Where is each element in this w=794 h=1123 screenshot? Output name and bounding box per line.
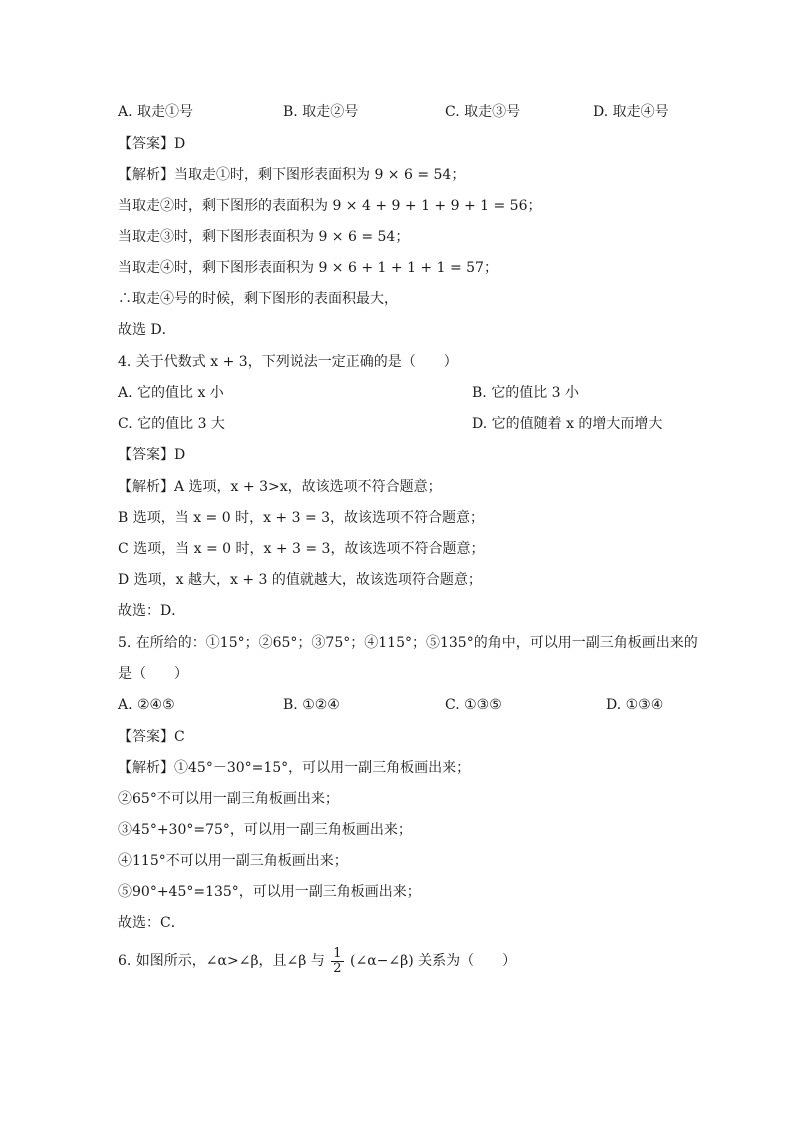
q4-options-row-1 [118, 383, 678, 403]
q5-analysis-line-5: ⑤90°+45°=135°，可以用一副三角板画出来； [118, 884, 421, 900]
q4-analysis-line-3: C 选项，当 x = 0 时，x + 3 = 3，故该选项不符合题意； [118, 541, 485, 557]
q3-answer: 【答案】D [118, 136, 186, 152]
q4-options-row-2 [118, 414, 678, 434]
q3-analysis-line-3: 当取走③时，剩下图形表面积为 9 × 6 = 54； [118, 229, 410, 245]
q3-option-c: C. 取走③号 [445, 104, 521, 120]
q5-stem-line-2: 是（ ） [118, 666, 188, 682]
q5-analysis-line-6: 故选：C． [118, 915, 185, 931]
q6-stem-prefix: 6. 如图所示，∠α>∠β，且∠β 与 [118, 953, 325, 969]
q6-stem [118, 946, 516, 976]
q4-stem: 4. 关于代数式 x + 3，下列说法一定正确的是（ ） [118, 354, 458, 370]
q5-analysis-line-3: ③45°+30°=75°，可以用一副三角板画出来； [118, 822, 412, 838]
q6-stem-suffix: (∠α−∠β) 关系为（ ） [350, 953, 517, 969]
q6-fraction [331, 947, 343, 976]
q5-stem-line-1: 5. 在所给的：①15°；②65°；③75°；④115°；⑤135°的角中，可以用一副三角板画出来的 [118, 635, 698, 651]
q6-fraction-numerator: 1 [333, 945, 342, 961]
q4-analysis-line-1: 【解析】A 选项，x + 3>x，故该选项不符合题意； [118, 479, 442, 495]
q5-option-d: D. ①③④ [606, 697, 664, 713]
q5-analysis-line-4: ④115°不可以用一副三角板画出来； [118, 853, 348, 869]
q3-analysis-line-4: 当取走④时，剩下图形表面积为 9 × 6 + 1 + 1 + 1 = 57； [118, 260, 498, 276]
q4-analysis-line-4: D 选项，x 越大，x + 3 的值就越大，故该选项符合题意； [118, 572, 482, 588]
q3-options-row [118, 102, 678, 122]
q3-analysis-line-1: 【解析】当取走①时，剩下图形表面积为 9 × 6 = 54； [118, 167, 466, 183]
q5-analysis-line-1: 【解析】①45°－30°=15°，可以用一副三角板画出来； [118, 760, 471, 776]
q3-option-d: D. 取走④号 [593, 104, 669, 120]
q4-option-b: B. 它的值比 3 小 [472, 385, 579, 401]
q3-analysis-line-6: 故选 D． [118, 322, 176, 338]
q5-answer: 【答案】C [118, 729, 185, 745]
q3-analysis-line-5: ∴取走④号的时候，剩下图形的表面积最大， [118, 291, 398, 307]
q5-option-a: A. ②④⑤ [118, 697, 175, 713]
q4-option-a: A. 它的值比 x 小 [118, 385, 224, 401]
q3-analysis-line-2: 当取走②时，剩下图形的表面积为 9 × 4 + 9 + 1 + 9 + 1 = 56； [118, 198, 542, 214]
q4-option-c: C. 它的值比 3 大 [118, 416, 225, 432]
q5-option-c: C. ①③⑤ [445, 697, 502, 713]
q5-options-row [118, 695, 678, 715]
q4-answer: 【答案】D [118, 447, 186, 463]
q6-fraction-denominator: 2 [333, 960, 342, 976]
q3-option-b: B. 取走②号 [283, 104, 359, 120]
q4-analysis-line-2: B 选项，当 x = 0 时，x + 3 = 3，故该选项不符合题意； [118, 510, 485, 526]
q5-option-b: B. ①②④ [283, 697, 340, 713]
q3-option-a: A. 取走①号 [118, 104, 194, 120]
q5-analysis-line-2: ②65°不可以用一副三角板画出来； [118, 791, 339, 807]
q4-analysis-line-5: 故选：D． [118, 603, 186, 619]
q4-option-d: D. 它的值随着 x 的增大而增大 [472, 416, 663, 432]
